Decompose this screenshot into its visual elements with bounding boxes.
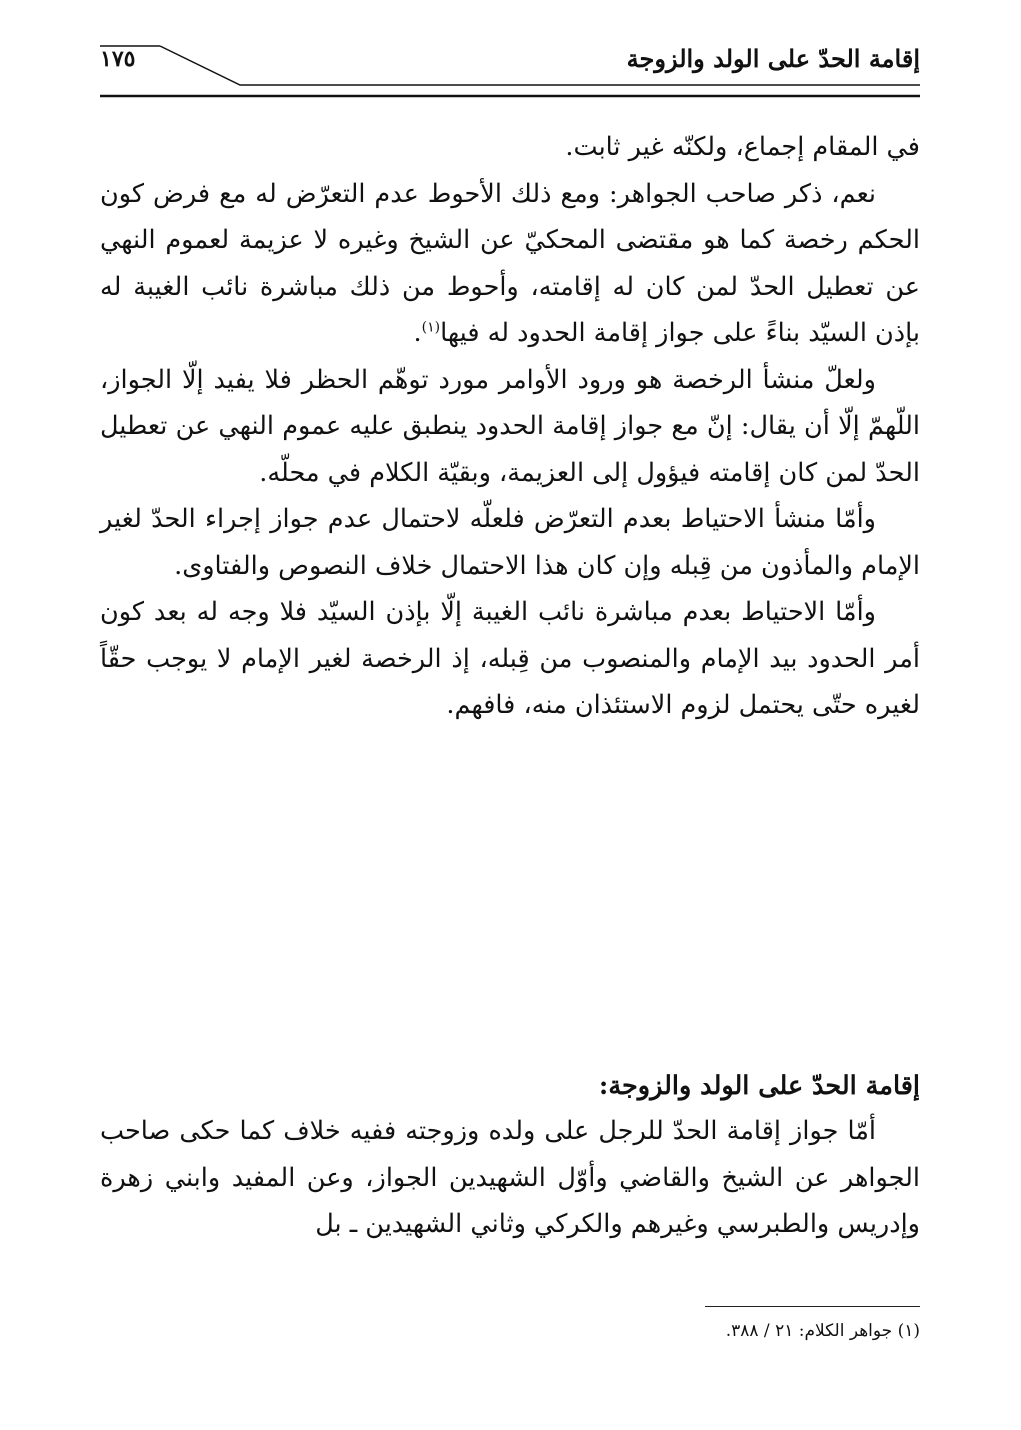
body-text	[100, 124, 920, 729]
footnote-rule	[705, 1306, 920, 1307]
page-number: ١٧٥	[100, 46, 136, 72]
section-body	[100, 1108, 920, 1248]
running-title: إقامة الحدّ على الولد والزوجة	[626, 44, 920, 73]
page-header	[100, 38, 920, 100]
section-title: إقامة الحدّ على الولد والزوجة:	[598, 1071, 920, 1101]
paragraph: وأمّا منشأ الاحتياط بعدم التعرّض فلعلّه لاحتمال عدم جواز إجراء الحدّ لغير الإمام والمأذون من قِبله وإن كان هذا الاحتمال خلاف النصوص والفتاوى.	[100, 504, 920, 581]
paragraph: في المقام إجماع، ولكنّه غير ثابت.	[565, 132, 920, 162]
paragraph	[100, 171, 920, 357]
paragraph: وأمّا الاحتياط بعدم مباشرة نائب الغيبة إلّا بإذن السيّد فلا وجه له بعد كون أمر الحدود بيد الإمام والمنصوب من قِبله، إذ الرخصة لغير الإمام لا يوجب حقّاً لغيره حتّى يحتمل لزوم الاستئذان منه، فافهم.	[100, 597, 920, 720]
paragraph: أمّا جواز إقامة الحدّ للرجل على ولده وزوجته ففيه خلاف كما حكى صاحب الجواهر عن الشيخ والقاضي وأوّل الشهيدين الجواز، وعن المفيد وابني زهرة وإدريس والطبرسي وغيرهم والكركي وثاني الشهيدين ـ بل	[100, 1116, 920, 1239]
paragraph-text: نعم، ذكر صاحب الجواهر: ومع ذلك الأحوط عدم التعرّض له مع فرض كون الحكم رخصة كما هو مقتضى المحكيّ عن الشيخ وغيره لا عزيمة لعموم النهي عن تعطيل الحدّ لمن كان له إقامته، وأحوط من ذلك مباشرة نائب الغيبة له بإذن السيّد بناءً على جواز إقامة الحدود له فيها	[100, 178, 920, 348]
footnote: (١) جواهر الكلام: ٢١ / ٣٨٨.	[725, 1321, 920, 1341]
footnote-marker: (١)	[421, 319, 441, 336]
paragraph-end: .	[413, 318, 422, 348]
paragraph: ولعلّ منشأ الرخصة هو ورود الأوامر مورد توهّم الحظر فلا يفيد إلّا الجواز، اللّهمّ إلّا أن يقال: إنّ مع جواز إقامة الحدود ينطبق عليه عموم النهي عن تعطيل الحدّ لمن كان إقامته فيؤول إلى العزيمة، وبقيّة الكلام في محلّه.	[100, 364, 920, 488]
